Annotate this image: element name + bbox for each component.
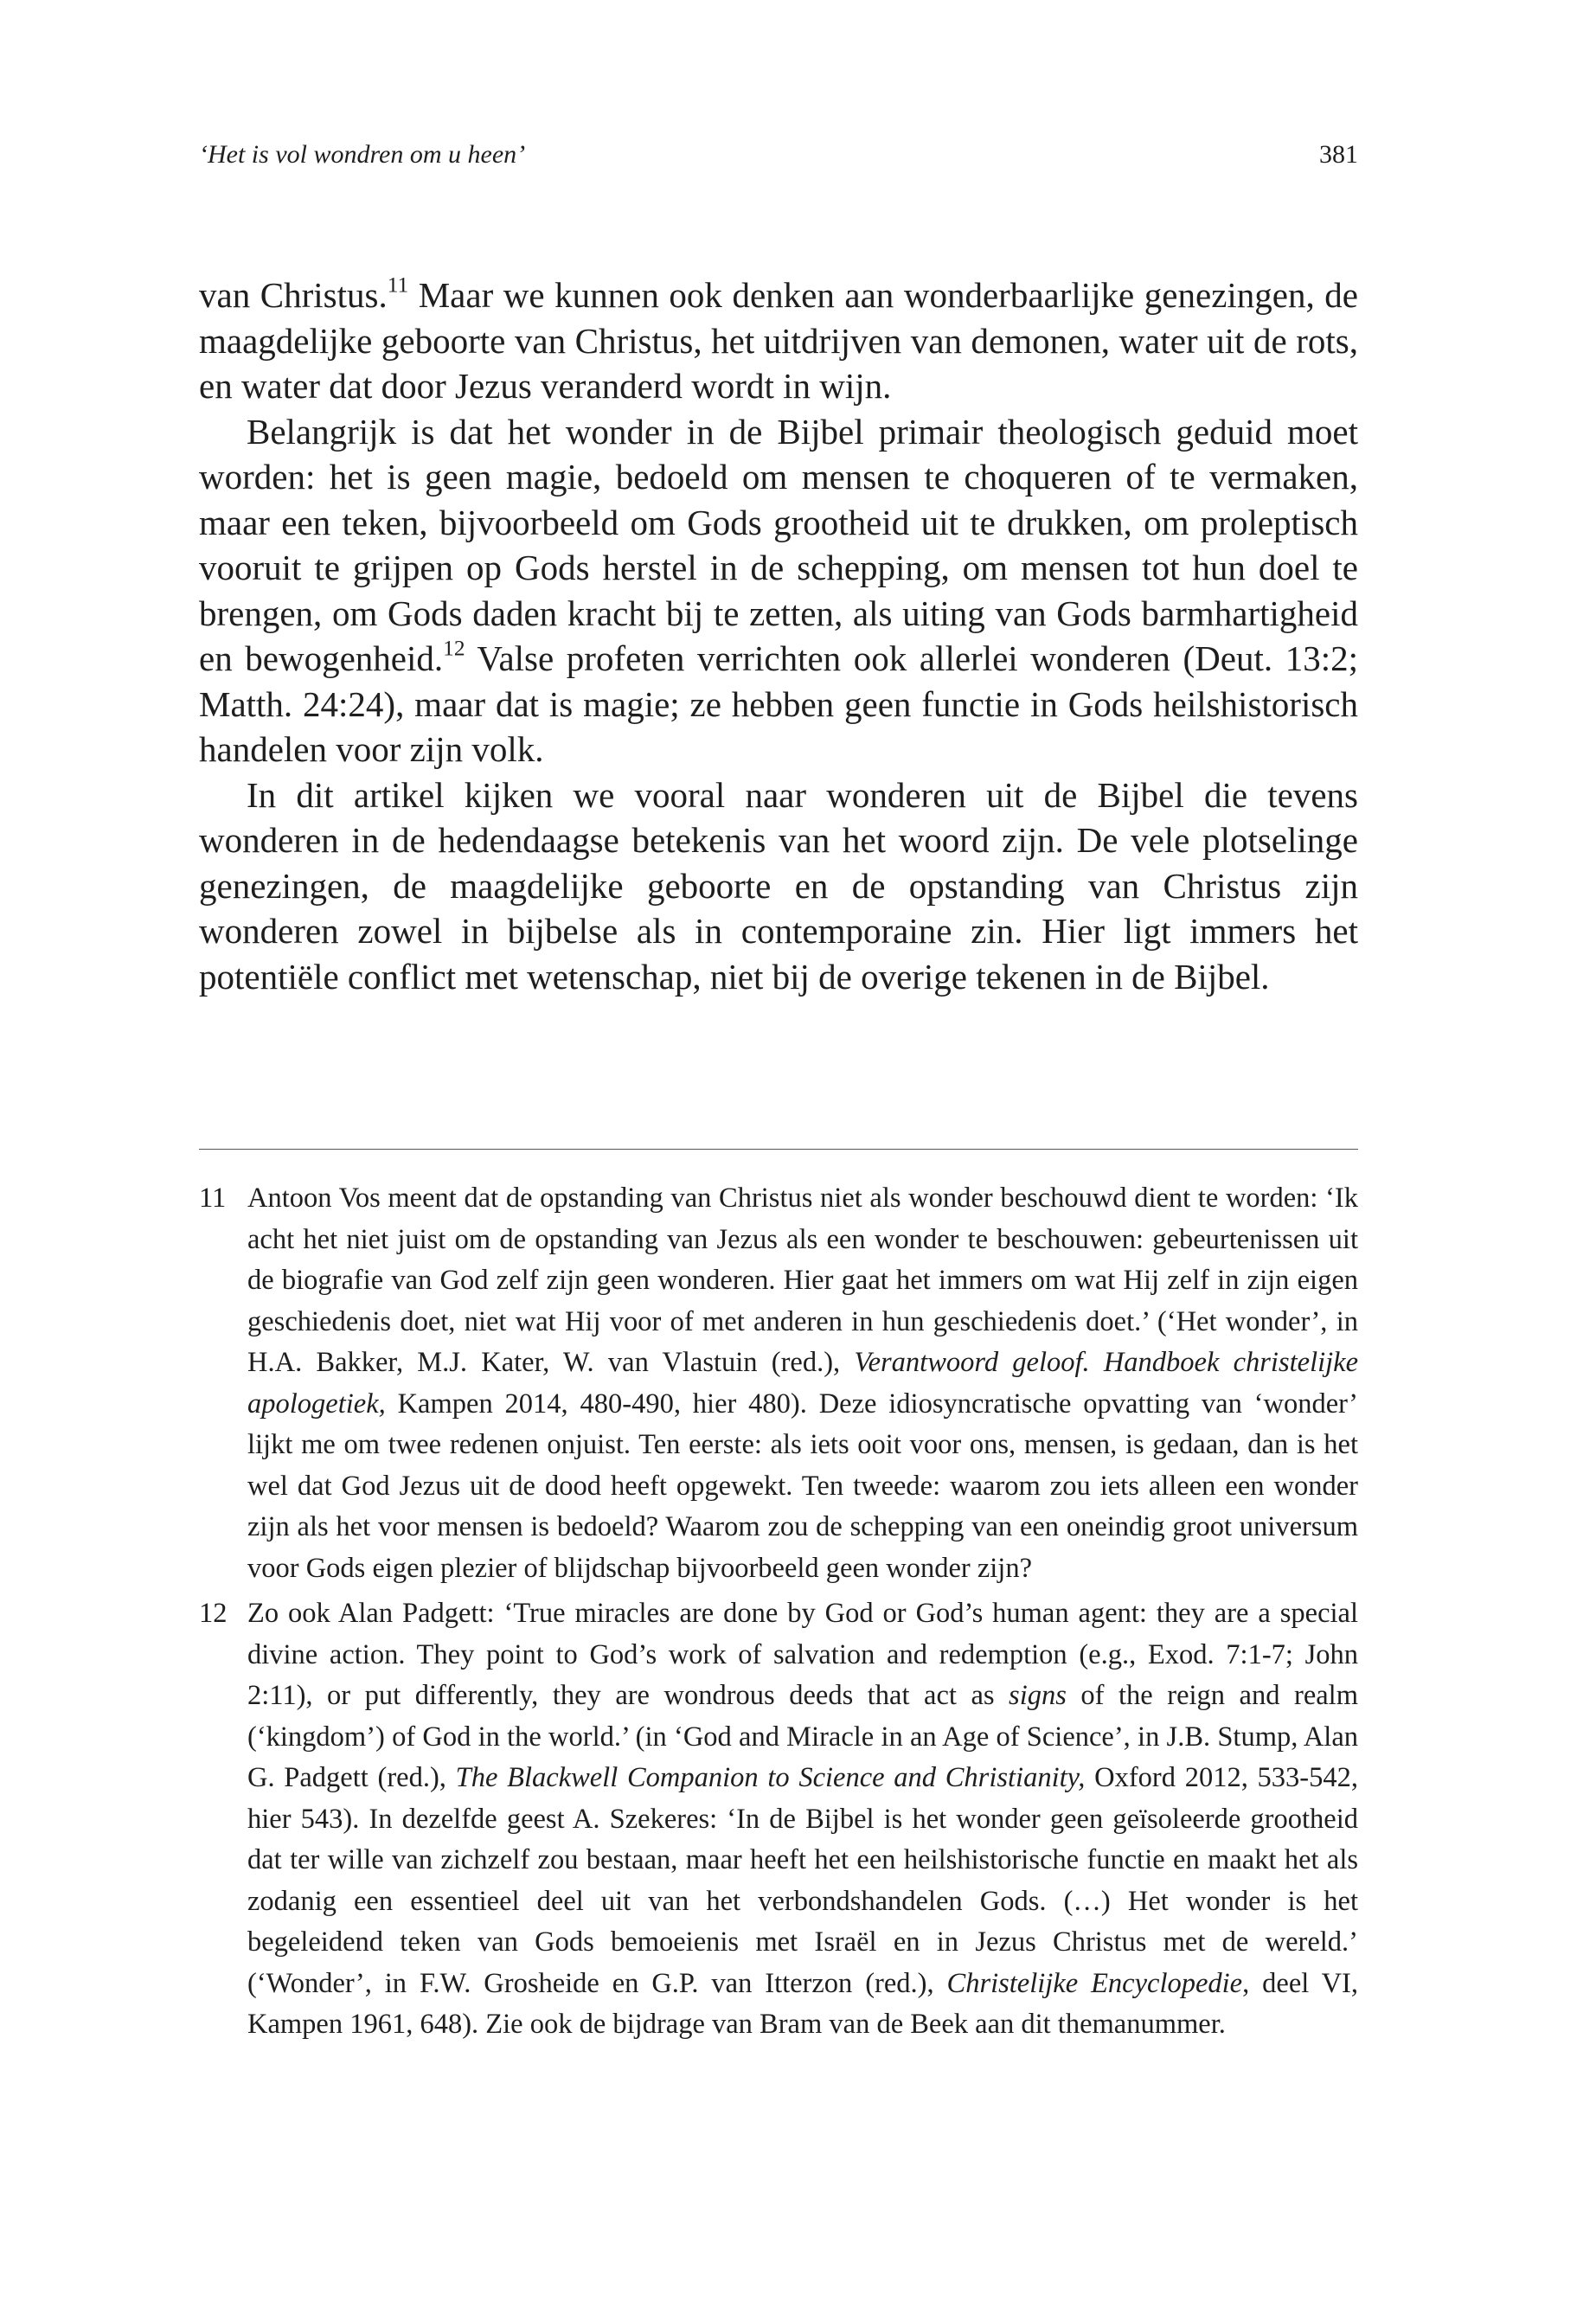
footnote-11-book-title: Verantwoord geloof. Handboek christelijke apologetiek, [247, 1347, 1359, 1420]
footnote-12 [199, 1593, 1358, 2046]
main-text [199, 272, 1358, 999]
paragraph-2-text-b: Valse profeten verrichten ook allerlei wonderen (Deut. 13:2; Matth. 24:24), maar dat is magie; ze hebben geen functie in Gods heilshistorisch handelen voor zijn volk. [199, 638, 1358, 769]
footnote-ref-12: 12 [443, 636, 465, 661]
paragraph-1-text-a: van Christus. [199, 275, 388, 315]
footnote-12-book-title-2: Christelijke Encyclopedie [946, 1967, 1243, 1999]
footnote-11 [199, 1178, 1358, 1589]
running-head [199, 140, 1358, 175]
page-number: 381 [1319, 140, 1358, 169]
footnote-12-text-c: Oxford 2012, 533-542, hier 543). In dezelfde geest A. Szekeres: ‘In de Bijbel is het wonder geen geïsoleerde grootheid dat ter wille van zichzelf zou bestaan, maar heeft het een heilshistorische functie en maakt het als zodanig een essentieel deel uit van het verbondshandelen Gods. (…) Het wonder is het begeleidend teken van Gods bemoeienis met Israël en in Jezus Christus met de wereld.’ (‘Wonder’, in F.W. Grosheide en G.P. van Itterzon (red.), [247, 1762, 1358, 1999]
paragraph-2-text-a: Belangrijk is dat het wonder in de Bijbel primair theologisch geduid moet worden: het is geen magie, bedoeld om mensen te choqueren of te vermaken, maar een teken, bijvoorbeeld om Gods grootheid uit te drukken, om proleptisch vooruit te grijpen op Gods herstel in de schepping, om mensen tot hun doel te brengen, om Gods daden kracht bij te zetten, als uiting van Gods barmhartigheid en bewogenheid. [199, 411, 1358, 678]
footnote-number: 12 [199, 1598, 228, 1629]
footnote-number: 11 [199, 1183, 227, 1214]
footnote-12-emphasis: signs [1009, 1680, 1067, 1711]
paragraph-1-text-b: Maar we kunnen ook denken aan wonderbaarlijke genezingen, de maagdelijke geboorte van Christus, het uitdrijven van demonen, water uit de rots, en water dat door Jezus veranderd wordt in wijn. [199, 275, 1358, 406]
footnote-11-text-b: Kampen 2014, 480-490, hier 480). Deze idiosyncratische opvatting van ‘wonder’ lijkt me om twee redenen onjuist. Ten eerste: als iets ooit voor ons, mensen, is gedaan, dan is het wel dat God Jezus uit de dood heeft opgewekt. Ten tweede: waarom zou iets alleen een wonder zijn als het voor mensen is bedoeld? Waarom zou de schepping van een oneindig groot universum voor Gods eigen plezier of blijdschap bijvoorbeeld geen wonder zijn? [247, 1388, 1358, 1584]
paragraph-3: In dit artikel kijken we vooral naar wonderen uit de Bijbel die tevens wonderen in de hedendaagse betekenis van het woord zijn. De vele plotselinge genezingen, de maagdelijke geboorte en de opstanding van Christus zijn wonderen zowel in bijbelse als in contemporaine zin. Hier ligt immers het potentiële conflict met wetenschap, niet bij de overige tekenen in de Bijbel. [199, 774, 1358, 997]
running-title: ‘Het is vol wondren om u heen’ [199, 140, 526, 169]
footnote-12-text-d: , deel VI, Kampen 1961, 648). Zie ook de bijdrage van Bram van de Beek aan dit themanummer. [247, 1967, 1359, 2040]
paragraph-1 [199, 272, 1358, 409]
footnote-11-text-a: Antoon Vos meent dat de opstanding van Christus niet als wonder beschouwd dient te worden: ‘Ik acht het niet juist om de opstanding van Jezus als een wonder te beschouwen: gebeurtenissen uit de biografie van God zelf zijn geen wonderen. Hier gaat het immers om wat Hij zelf in zijn eigen geschiedenis doet, niet wat Hij voor of met anderen in hun geschiedenis doet.’ (‘Het wonder’, in H.A. Bakker, M.J. Kater, W. van Vlastuin (red.), [247, 1183, 1358, 1378]
paragraph-2 [199, 409, 1358, 772]
footnote-divider [199, 1149, 1358, 1150]
footnotes [199, 1178, 1358, 2050]
footnote-12-book-title-1: The Blackwell Companion to Science and Christianity, [455, 1762, 1086, 1793]
footnote-ref-11: 11 [387, 272, 409, 298]
footnote-12-text-b: of the reign and realm (‘kingdom’) of God in the world.’ (in ‘God and Miracle in an Age of Science’, in J.B. Stump, Alan G. Padgett (red.), [247, 1680, 1358, 1793]
footnote-12-text-a: Zo ook Alan Padgett: ‘True miracles are done by God or God’s human agent: they are a special divine action. They point to God’s work of salvation and redemption (e.g., Exod. 7:1-7; John 2:11), or put differently, they are wondrous deeds that act as [247, 1598, 1358, 1711]
book-page [199, 0, 1358, 2301]
